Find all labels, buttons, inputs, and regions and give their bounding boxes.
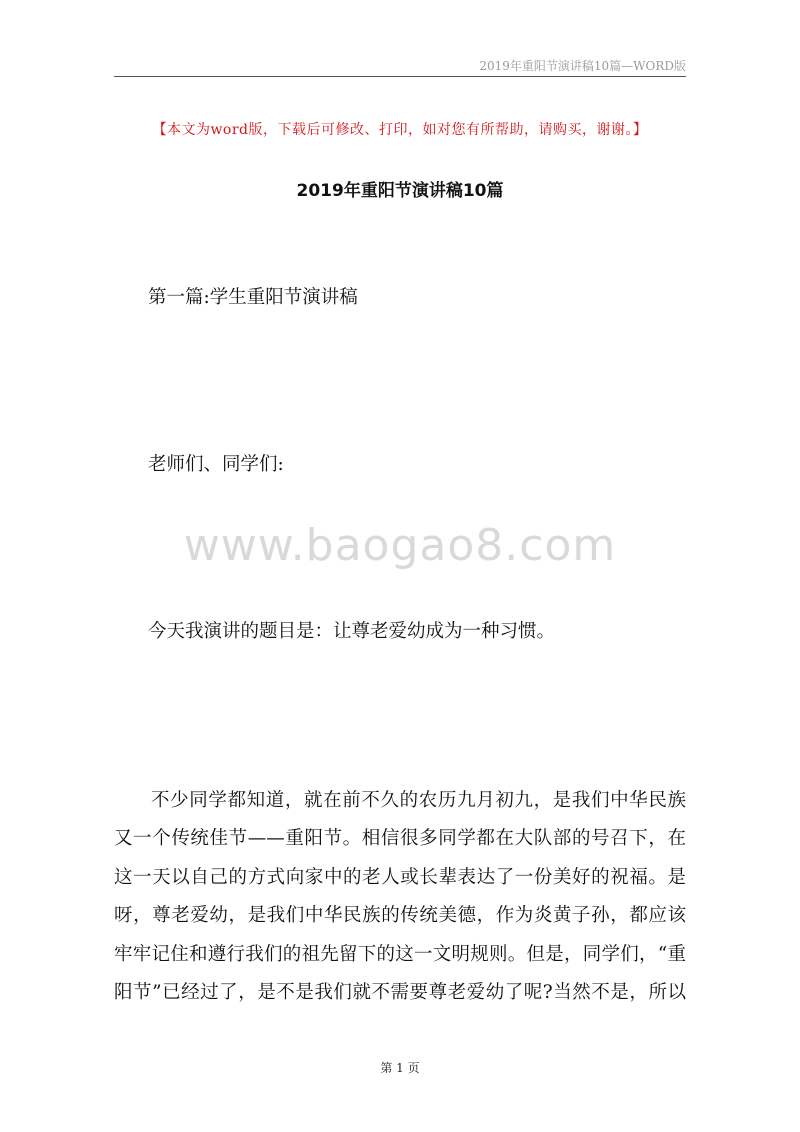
page-number: 第 1 页 xyxy=(380,1061,420,1075)
body-paragraph xyxy=(114,782,686,1012)
download-notice: 【本文为word版，下载后可修改、打印，如对您有所帮助，请购买，谢谢。】 xyxy=(152,122,648,138)
paragraph-line: 牢牢记住和遵行我们的祖先留下的这一文明规则。但是，同学们，“重 xyxy=(114,943,686,965)
paragraph-line: 呀，尊老爱幼，是我们中华民族的传统美德，作为炎黄子孙，都应该 xyxy=(114,905,686,927)
paragraph-line: 阳节”已经过了，是不是我们就不需要尊老爱幼了呢?当然不是，所以 xyxy=(114,982,686,1004)
watermark: www.baogao8.com xyxy=(183,520,617,571)
paragraph-line: 不少同学都知道，就在前不久的农历九月初九，是我们中华民族 xyxy=(151,790,686,811)
document-title: 2019年重阳节演讲稿10篇 xyxy=(296,181,504,201)
topic-line: 今天我演讲的题目是：让尊老爱幼成为一种习惯。 xyxy=(148,621,556,642)
paragraph-line: 又一个传统佳节——重阳节。相信很多同学都在大队部的号召下，在 xyxy=(114,828,686,850)
salutation: 老师们、同学们: xyxy=(148,454,284,475)
section-heading: 第一篇:学生重阳节演讲稿 xyxy=(148,287,358,308)
running-header: 2019年重阳节演讲稿10篇—WORD版 xyxy=(479,59,686,73)
paragraph-line: 这一天以自己的方式向家中的老人或长辈表达了一份美好的祝福。是 xyxy=(114,866,686,888)
header-divider xyxy=(114,76,686,77)
